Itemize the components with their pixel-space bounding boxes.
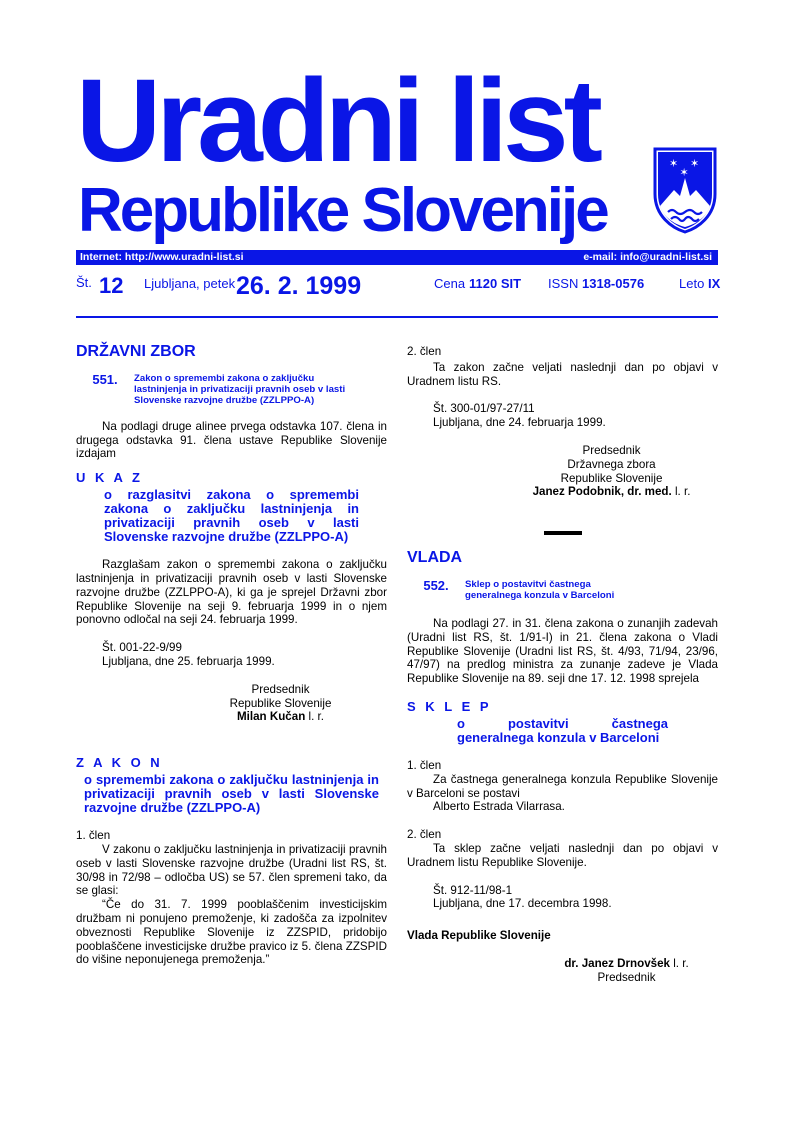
signature-role: Republike Slovenije xyxy=(560,471,663,485)
article-text: Ta zakon začne veljati naslednji dan po objavi v Uradnem listu RS. xyxy=(407,360,718,388)
act-entry xyxy=(407,579,718,601)
act-title: Zakon o spremembi zakona o zaključku lastninjenja in privatizaciji pravnih oseb v lasti Slovenske razvojne družbe (ZZLPPO-A) xyxy=(134,372,346,406)
signature-line xyxy=(505,485,718,499)
year-label: Leto xyxy=(679,276,705,291)
section-divider xyxy=(407,531,718,535)
signature-role: Državnega zbora xyxy=(567,457,656,471)
zakon-title: o spremembi zakona o zaključku lastninjenja in privatizaciji pravnih oseb v lasti Slovenske razvojne družbe (ZZLPPO-A) xyxy=(84,772,379,816)
signature-block xyxy=(407,957,718,985)
section-heading: VLADA xyxy=(407,549,463,567)
issue-line xyxy=(76,272,721,302)
signature-role: Predsednik xyxy=(582,443,641,457)
coat-of-arms-icon xyxy=(652,146,718,234)
ukaz-label: U K A Z xyxy=(76,470,143,486)
intro-paragraph: Na podlagi druge alinee prvega odstavka 107. člena in drugega odstavka 91. člena ustave Republike Slovenije izdajam xyxy=(76,419,387,461)
intro-paragraph: Na podlagi 27. in 31. člena zakona o zunanjih zadevah (Uradni list RS, št. 1/91-I) in 21. člena zakona o Vladi Republike Slovenije (Uradni list RS, št. 4/93, 71/94, 23/96, 47/97) na predlog ministra za zunanje zadeve je Vlada Republike Slovenije na 89. seji dne 17. 12. 1998 sprejela xyxy=(407,616,718,686)
article-text: V zakonu o zaključku lastninjenja in privatizaciji pravnih oseb v lasti Slovenske razvojne družbe (Uradni list RS, št. 30/98 in 72/98 – odločba US) se 57. člen spremeni tako, da se glasi: xyxy=(76,842,387,898)
issue-date: 26. 2. 1999 xyxy=(236,272,362,300)
signature-line xyxy=(535,957,718,971)
year-value: IX xyxy=(708,276,721,291)
issn-label: ISSN xyxy=(548,276,579,291)
article-quote: “Če do 31. 7. 1999 pooblaščenim investicijskim družbam ni ponujeno premoženje, ki zadošča za izpolnitev obveznosti Republike Slovenije iz ZZSPID, pridobijo pooblaščene investicijske družbe pravico iz 5. člena ZZSPID do višine neponujenega premoženja.” xyxy=(76,898,387,967)
signature-block xyxy=(407,444,718,499)
issue-number-label: Št. xyxy=(76,275,92,290)
issue-number: 12 xyxy=(99,273,124,298)
act-number: 552. xyxy=(423,577,449,593)
reference-date: Ljubljana, dne 24. februarja 1999. xyxy=(433,416,606,430)
left-column xyxy=(76,345,387,967)
section-heading: DRŽAVNI ZBOR xyxy=(76,343,196,360)
right-column xyxy=(407,345,718,985)
contact-bar xyxy=(76,250,718,265)
article-text: Za častnega generalnega konzula Republike Slovenije v Barceloni se postavi xyxy=(407,772,718,800)
signature-role: Predsednik xyxy=(597,970,656,984)
article-heading: 1. člen xyxy=(407,758,442,772)
sklep-label: S K L E P xyxy=(407,698,492,714)
reference-date: Ljubljana, dne 25. februarja 1999. xyxy=(102,654,275,668)
signature-block xyxy=(76,683,387,724)
government-signature: Vlada Republike Slovenije xyxy=(407,929,551,943)
article-heading: 2. člen xyxy=(407,828,442,842)
signature-suffix: l. r. xyxy=(671,485,691,499)
act-entry xyxy=(76,373,387,406)
signature-role: Predsednik xyxy=(251,682,310,696)
issue-place-day: Ljubljana, petek xyxy=(144,276,236,291)
email-link[interactable]: e-mail: info@uradni-list.si xyxy=(583,251,712,263)
act-title: Sklep o postavitvi častnega generalnega konzula v Barceloni xyxy=(465,578,615,601)
reference-number: Št. 001-22-9/99 xyxy=(102,641,182,655)
masthead-subtitle: Republike Slovenije xyxy=(78,176,607,245)
signature-line xyxy=(174,710,387,724)
svg-text:✶: ✶ xyxy=(679,166,689,179)
ukaz-title: o razglasitvi zakona o spremembi zakona o zaključku lastninjenja in privatizaciji pravnih oseb v lasti Slovenske razvojne družbe (ZZLPPO-A) xyxy=(104,487,359,545)
ukaz-text: Razglašam zakon o spremembi zakona o zaključku lastninjenja in privatizaciji pravnih oseb v lasti Slovenske razvojne družbe (ZZLPPO-A), ki ga je sprejel Državni zbor Republike Slovenije na seji 9. februarja 1999 in o njem ponovno odločal na seji 24. februarja 1999. xyxy=(76,558,387,627)
reference-date: Ljubljana, dne 17. decembra 1998. xyxy=(433,897,612,911)
sklep-title: o postavitvi častnega generalnega konzula v Barceloni xyxy=(457,715,668,745)
issn-value: 1318-0576 xyxy=(582,276,645,291)
reference-number: Št. 912-11/98-1 xyxy=(433,883,513,897)
price-label: Cena xyxy=(434,276,466,291)
signature-suffix: l. r. xyxy=(670,956,689,970)
internet-link[interactable]: Internet: http://www.uradni-list.si xyxy=(80,251,244,263)
price-value: 1120 SIT xyxy=(469,276,522,291)
signature-suffix: l. r. xyxy=(305,710,324,724)
appointee-name: Alberto Estrada Vilarrasa. xyxy=(433,800,565,814)
signature-name: Janez Podobnik, dr. med. xyxy=(532,485,672,499)
svg-text:✶: ✶ xyxy=(669,157,679,170)
header-rule xyxy=(76,316,718,318)
article-text: Ta sklep začne veljati naslednji dan po objavi v Uradnem listu Republike Slovenije. xyxy=(407,841,718,869)
act-number: 551. xyxy=(92,371,118,387)
svg-text:✶: ✶ xyxy=(690,157,700,170)
masthead-title: Uradni list xyxy=(76,55,598,187)
signature-role: Republike Slovenije xyxy=(229,696,332,710)
zakon-label: Z A K O N xyxy=(76,755,163,771)
signature-name: Milan Kučan xyxy=(237,710,306,724)
signature-name: dr. Janez Drnovšek xyxy=(564,956,670,970)
reference-number: Št. 300-01/97-27/11 xyxy=(433,402,535,416)
article-heading: 2. člen xyxy=(407,345,442,358)
article-heading: 1. člen xyxy=(76,829,111,843)
